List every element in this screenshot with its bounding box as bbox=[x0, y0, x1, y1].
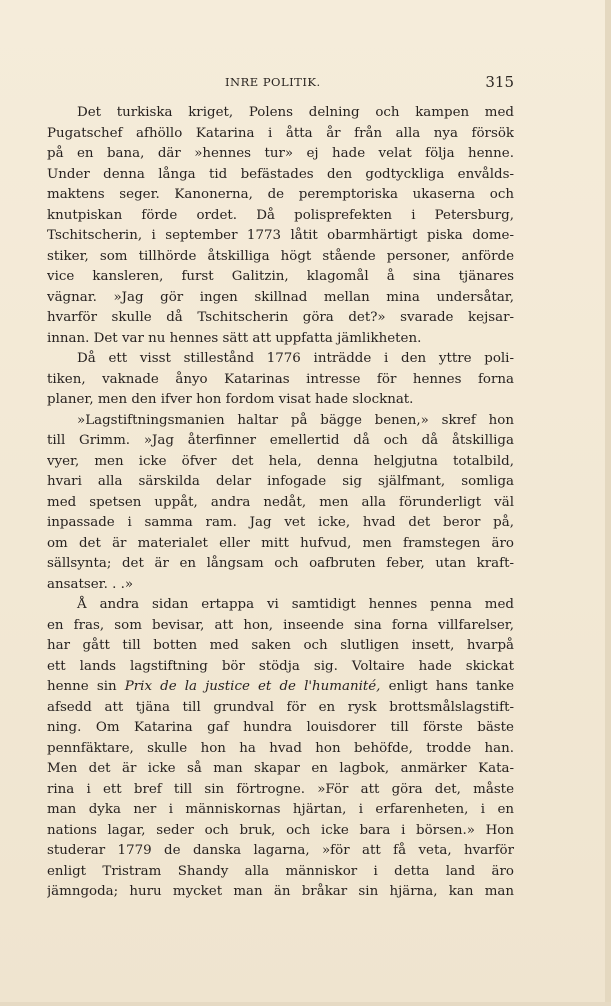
text-line: till Grimm. »Jag återfinner emellertid då och då åtskilliga bbox=[47, 433, 514, 448]
text-line: med spetsen uppåt, andra nedåt, men alla förunderligt väl bbox=[47, 494, 514, 510]
text-line: ansatser. . .» bbox=[47, 576, 134, 592]
text-line: vyer, men icke öfver det hela, denna helgjutna totalbild, bbox=[47, 453, 514, 469]
text-line: vägnar. »Jag gör ingen skillnad mellan mina undersåtar, bbox=[47, 289, 514, 305]
text-line: hvari alla särskilda delar infogade sig själfmant, somliga bbox=[47, 474, 514, 489]
text-line: ning. Om Katarina gaf hundra louisdorer till förste bäste bbox=[47, 720, 514, 735]
text-line: en fras, som bevisar, att hon, inseende sina forna villfarelser, bbox=[47, 617, 514, 633]
text-line: maktens seger. Kanonerna, de peremptoriska ukaserna och bbox=[47, 187, 514, 202]
page-bottom-edge bbox=[0, 1002, 611, 1006]
text-line bbox=[47, 677, 514, 698]
text-segment: henne sin bbox=[47, 679, 125, 694]
text-line: på en bana, där »hennes tur» ej hade velat följa henne. bbox=[47, 146, 514, 161]
text-line: jämngoda; huru mycket man än bråkar sin hjärna, kan man bbox=[47, 884, 514, 899]
text-line: knutpiskan förde ordet. Då polisprefekten i Petersburg, bbox=[47, 207, 514, 223]
text-line: om det är materialet eller mitt hufvud, men framstegen äro bbox=[47, 535, 514, 551]
text-line: har gått till botten med saken och slutligen insett, hvarpå bbox=[47, 638, 514, 653]
text-line: ett lands lagstiftning bör stödja sig. Voltaire hade skickat bbox=[47, 658, 514, 674]
text-line: sällsynta; det är en långsam och oafbruten feber, utan kraft- bbox=[47, 556, 514, 571]
text-line: Då ett visst stillestånd 1776 inträdde i den yttre poli- bbox=[77, 351, 514, 366]
text-line: pennfäktare, skulle hon ha hvad hon behöfde, trodde han. bbox=[47, 740, 514, 756]
text-line: planer, men den ifver hon fordom visat hade slocknat. bbox=[47, 392, 414, 407]
text-line: studerar 1779 de danska lagarna, »för att få veta, hvarför bbox=[47, 843, 514, 858]
text-line: nations lagar, seder och bruk, och icke bara i börsen.» Hon bbox=[47, 822, 514, 838]
text-line: tiken, vaknade ånyo Katarinas intresse för hennes forna bbox=[47, 371, 514, 387]
italic-book-title: Prix de la justice et de l'humanité, bbox=[124, 679, 381, 694]
text-line: Tschitscherin, i september 1773 låtit obarmhärtigt piska dome- bbox=[47, 228, 514, 243]
text-line: Men det är icke så man skapar en lagbok, anmärker Kata- bbox=[47, 761, 514, 776]
text-line: innan. Det var nu hennes sätt att uppfatta jämlikheten. bbox=[47, 330, 422, 346]
text-line: afsedd att tjäna till grundval för en rysk brottsmålslagstift- bbox=[47, 699, 514, 715]
text-line: Pugatschef afhöllo Katarina i åtta år från alla nya försök bbox=[47, 125, 514, 141]
page-header bbox=[47, 73, 514, 93]
text-line: enligt Tristram Shandy alla människor i detta land äro bbox=[47, 863, 514, 879]
text-line: rina i ett bref till sin förtrogne. »För att göra det, måste bbox=[47, 781, 514, 797]
text-segment: enligt hans tanke bbox=[380, 679, 514, 694]
text-line: Det turkiska kriget, Polens delning och kampen med bbox=[77, 105, 514, 120]
text-line: stiker, som tillhörde åtskilliga högt stående personer, anförde bbox=[47, 248, 514, 264]
text-line: man dyka ner i människornas hjärtan, i erfarenheten, i en bbox=[47, 802, 514, 817]
text-line: vice kansleren, furst Galitzin, klagomål å sina tjänares bbox=[47, 269, 514, 284]
text-line: Under denna långa tid befästades den godtyckliga envålds- bbox=[47, 166, 514, 182]
text-line: inpassade i samma ram. Jag vet icke, hvad det beror på, bbox=[47, 515, 514, 530]
page-number: 315 bbox=[485, 73, 514, 91]
running-title: INRE POLITIK. bbox=[225, 75, 321, 89]
body-text bbox=[47, 103, 514, 903]
text-line: »Lagstiftningsmanien haltar på bägge benen,» skref hon bbox=[77, 412, 514, 428]
page-edge-shadow bbox=[605, 0, 611, 1006]
text-line: hvarför skulle då Tschitscherin göra det?» svarade kejsar- bbox=[47, 310, 514, 325]
text-line: Å andra sidan ertappa vi samtidigt hennes penna med bbox=[77, 597, 514, 612]
